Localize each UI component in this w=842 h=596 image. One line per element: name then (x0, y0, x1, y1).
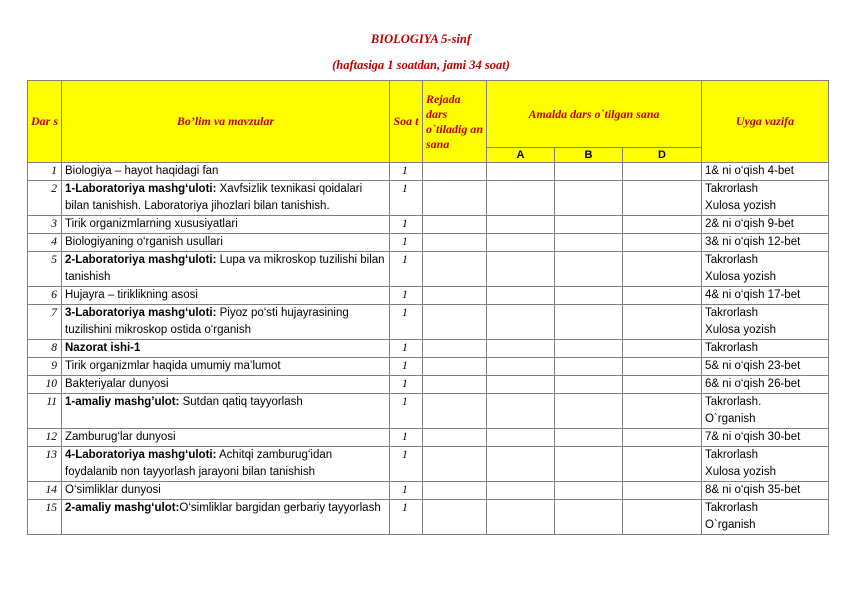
actual-date-a (487, 252, 555, 287)
lesson-topic (62, 181, 390, 216)
homework-line: Takrorlash (705, 307, 759, 319)
planned-date-cell (423, 340, 487, 358)
lesson-topic (62, 447, 390, 482)
actual-date-b (555, 163, 623, 181)
homework-cell (702, 181, 829, 216)
table-row (28, 500, 829, 535)
lesson-hours: 1 (390, 482, 423, 500)
lesson-hours: 1 (390, 429, 423, 447)
lesson-topic-text: Biologiya – hayot haqidagi fan (65, 165, 219, 177)
lesson-topic (62, 305, 390, 340)
planned-date-cell (423, 216, 487, 234)
actual-date-d (623, 340, 702, 358)
actual-date-a (487, 376, 555, 394)
lesson-hours: 1 (390, 216, 423, 234)
actual-date-b (555, 234, 623, 252)
homework-line: Xulosa yozish (705, 271, 776, 283)
table-row (28, 305, 829, 340)
actual-date-b (555, 447, 623, 482)
lesson-topic (62, 234, 390, 252)
header-rejada: Rejada dars o`tiladig an sana (423, 81, 487, 163)
actual-date-d (623, 394, 702, 429)
table-row (28, 447, 829, 482)
table-row (28, 376, 829, 394)
planned-date-cell (423, 287, 487, 305)
lesson-number: 11 (28, 394, 62, 429)
actual-date-d (623, 287, 702, 305)
lesson-number: 13 (28, 447, 62, 482)
homework-cell (702, 358, 829, 376)
lesson-topic-text: Tirik organizmlar haqida umumiy ma’lumot (65, 360, 281, 372)
actual-date-d (623, 482, 702, 500)
actual-date-d (623, 252, 702, 287)
actual-date-d (623, 163, 702, 181)
actual-date-a (487, 429, 555, 447)
actual-date-b (555, 252, 623, 287)
actual-date-b (555, 181, 623, 216)
lesson-number: 9 (28, 358, 62, 376)
lesson-topic (62, 429, 390, 447)
lesson-hours: 1 (390, 394, 423, 429)
actual-date-a (487, 287, 555, 305)
lesson-number: 14 (28, 482, 62, 500)
actual-date-b (555, 394, 623, 429)
planned-date-cell (423, 252, 487, 287)
actual-date-d (623, 429, 702, 447)
homework-cell (702, 429, 829, 447)
header-d: D (623, 148, 702, 163)
actual-date-b (555, 482, 623, 500)
actual-date-d (623, 234, 702, 252)
actual-date-b (555, 429, 623, 447)
lesson-type-label: 2-Laboratoriya mashg‘uloti: (65, 254, 217, 266)
lesson-topic (62, 163, 390, 181)
homework-cell (702, 394, 829, 429)
lesson-hours: 1 (390, 447, 423, 482)
actual-date-a (487, 500, 555, 535)
lesson-topic-text: Piyoz po‘sti hujayrasining tuzilishini mikroskop ostida o‘rganish (65, 307, 349, 336)
homework-line: Takrorlash (705, 502, 759, 514)
lesson-hours: 1 (390, 358, 423, 376)
actual-date-d (623, 216, 702, 234)
lesson-topic (62, 482, 390, 500)
lesson-number: 2 (28, 181, 62, 216)
lesson-topic-text: Sutdan qatiq tayyorlash (179, 396, 303, 408)
lesson-topic-text: Hujayra – tiriklikning asosi (65, 289, 198, 301)
actual-date-a (487, 305, 555, 340)
lesson-topic-text: Lupa va mikroskop tuzilishi bilan tanishish (65, 254, 385, 283)
lesson-number: 10 (28, 376, 62, 394)
table-row (28, 181, 829, 216)
lesson-number: 7 (28, 305, 62, 340)
lesson-topic-text: Bakteriyalar dunyosi (65, 378, 169, 390)
lesson-topic-text: Zamburug‘lar dunyosi (65, 431, 176, 443)
actual-date-a (487, 358, 555, 376)
actual-date-b (555, 358, 623, 376)
lesson-topic-text: O‘simliklar dunyosi (65, 484, 161, 496)
document-title: BIOLOGIYA 5-sinf (370, 32, 472, 46)
actual-date-b (555, 500, 623, 535)
lesson-hours: 1 (390, 252, 423, 287)
actual-date-a (487, 394, 555, 429)
header-uyga: Uyga vazifa (702, 81, 829, 163)
header-b: B (555, 148, 623, 163)
lesson-topic (62, 394, 390, 429)
actual-date-a (487, 181, 555, 216)
lesson-topic (62, 358, 390, 376)
lesson-hours: 1 (390, 234, 423, 252)
table-row (28, 216, 829, 234)
planned-date-cell (423, 500, 487, 535)
lesson-topic (62, 500, 390, 535)
header-amalda: Amalda dars o`tilgan sana (487, 81, 702, 148)
actual-date-d (623, 305, 702, 340)
table-row (28, 234, 829, 252)
homework-cell (702, 163, 829, 181)
homework-cell (702, 234, 829, 252)
actual-date-d (623, 181, 702, 216)
homework-line: Takrorlash. (705, 396, 762, 408)
lesson-topic-text: Biologiyaning o‘rganish usullari (65, 236, 223, 248)
lesson-hours: 1 (390, 340, 423, 358)
lesson-hours: 1 (390, 305, 423, 340)
planned-date-cell (423, 234, 487, 252)
homework-line: 2& ni o‘qish 9-bet (705, 218, 794, 230)
header-soat: Soa t (390, 81, 423, 163)
actual-date-b (555, 340, 623, 358)
planned-date-cell (423, 163, 487, 181)
actual-date-a (487, 482, 555, 500)
homework-line: Takrorlash (705, 342, 759, 354)
homework-line: O`rganish (705, 519, 756, 531)
planned-date-cell (423, 482, 487, 500)
table-body (28, 163, 829, 535)
lesson-topic (62, 252, 390, 287)
lesson-hours: 1 (390, 500, 423, 535)
table-row (28, 340, 829, 358)
table-row (28, 252, 829, 287)
lesson-hours: 1 (390, 163, 423, 181)
homework-line: Xulosa yozish (705, 466, 776, 478)
planned-date-cell (423, 181, 487, 216)
actual-date-a (487, 163, 555, 181)
lesson-number: 4 (28, 234, 62, 252)
table-row (28, 163, 829, 181)
lesson-type-label: 3-Laboratoriya mashg‘uloti: (65, 307, 217, 319)
actual-date-b (555, 287, 623, 305)
planned-date-cell (423, 447, 487, 482)
lesson-topic-text: O‘simliklar bargidan gerbariy tayyorlash (179, 502, 381, 514)
actual-date-d (623, 376, 702, 394)
lesson-number: 3 (28, 216, 62, 234)
homework-cell (702, 482, 829, 500)
planned-date-cell (423, 376, 487, 394)
homework-line: Takrorlash (705, 254, 759, 266)
homework-cell (702, 216, 829, 234)
homework-cell (702, 447, 829, 482)
table-row (28, 287, 829, 305)
lesson-plan-table (27, 80, 829, 535)
table-row (28, 394, 829, 429)
homework-line: Takrorlash (705, 183, 759, 195)
lesson-topic (62, 340, 390, 358)
homework-line: Takrorlash (705, 449, 759, 461)
lesson-hours: 1 (390, 181, 423, 216)
actual-date-a (487, 234, 555, 252)
homework-line: 7& ni o‘qish 30-bet (705, 431, 801, 443)
homework-line: Xulosa yozish (705, 200, 776, 212)
table-row (28, 358, 829, 376)
actual-date-d (623, 358, 702, 376)
lesson-number: 5 (28, 252, 62, 287)
lesson-type-label: 4-Laboratoriya mashg‘uloti: (65, 449, 217, 461)
lesson-number: 1 (28, 163, 62, 181)
homework-line: 4& ni o‘qish 17-bet (705, 289, 801, 301)
lesson-topic-text: Xavfsizlik texnikasi qoidalari bilan tanishish. Laboratoriya jihozlari bilan tanishish. (65, 183, 363, 212)
homework-cell (702, 500, 829, 535)
actual-date-b (555, 376, 623, 394)
planned-date-cell (423, 394, 487, 429)
actual-date-a (487, 447, 555, 482)
actual-date-b (555, 305, 623, 340)
homework-cell (702, 252, 829, 287)
planned-date-cell (423, 429, 487, 447)
lesson-type-label: 1-Laboratoriya mashg‘uloti: (65, 183, 217, 195)
lesson-topic (62, 287, 390, 305)
header-bolim: Bo’lim va mavzular (62, 81, 390, 163)
actual-date-d (623, 500, 702, 535)
lesson-topic (62, 216, 390, 234)
homework-line: Xulosa yozish (705, 324, 776, 336)
planned-date-cell (423, 358, 487, 376)
lesson-number: 12 (28, 429, 62, 447)
header-dars: Dar s (28, 81, 62, 163)
homework-line: 8& ni o‘qish 35-bet (705, 484, 801, 496)
homework-cell (702, 376, 829, 394)
lesson-number: 6 (28, 287, 62, 305)
lesson-type-label: 2-amaliy mashg‘ulot: (65, 502, 180, 514)
lesson-hours: 1 (390, 376, 423, 394)
lesson-topic (62, 376, 390, 394)
lesson-number: 8 (28, 340, 62, 358)
table-row (28, 429, 829, 447)
lesson-type-label: 1-amaliy mashg’ulot: (65, 396, 180, 408)
header-a: A (487, 148, 555, 163)
lesson-type-label: Nazorat ishi-1 (65, 342, 141, 354)
homework-cell (702, 287, 829, 305)
actual-date-a (487, 340, 555, 358)
planned-date-cell (423, 305, 487, 340)
homework-line: 6& ni o‘qish 26-bet (705, 378, 801, 390)
homework-line: 3& ni o‘qish 12-bet (705, 236, 801, 248)
homework-line: 5& ni o‘qish 23-bet (705, 360, 801, 372)
actual-date-d (623, 447, 702, 482)
homework-cell (702, 305, 829, 340)
lesson-topic-text: Tirik organizmlarning xususiyatlari (65, 218, 238, 230)
table-row (28, 482, 829, 500)
lesson-topic-text: Achitqi zamburug‘idan foydalanib non tayyorlash jarayoni bilan tanishish (65, 449, 333, 478)
actual-date-b (555, 216, 623, 234)
homework-line: 1& ni o‘qish 4-bet (705, 165, 794, 177)
homework-cell (702, 340, 829, 358)
lesson-hours: 1 (390, 287, 423, 305)
document-subtitle: (haftasiga 1 soatdan, jami 34 soat) (332, 58, 510, 72)
homework-line: O`rganish (705, 413, 756, 425)
lesson-number: 15 (28, 500, 62, 535)
actual-date-a (487, 216, 555, 234)
